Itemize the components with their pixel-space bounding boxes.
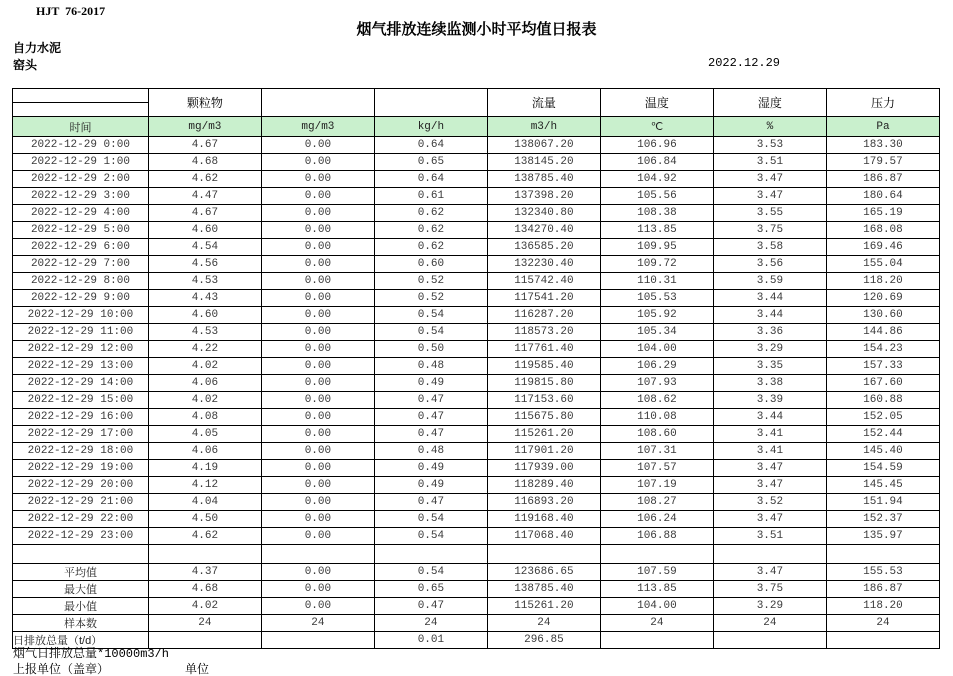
value-cell: 3.39 [713,392,826,409]
reporting-unit-label: 上报单位（盖章） [13,662,110,676]
value-cell: 130.60 [826,307,939,324]
value-cell: 0.49 [374,460,487,477]
value-cell: 4.67 [148,137,261,154]
value-cell: 4.56 [148,256,261,273]
summary-value-cell: 4.02 [148,598,261,615]
value-cell: 4.02 [148,358,261,375]
value-cell: 4.62 [148,171,261,188]
value-cell: 0.47 [374,494,487,511]
time-cell: 2022-12-29 13:00 [13,358,149,375]
hourly-data-row [13,375,940,392]
value-cell: 0.00 [261,205,374,222]
value-cell: 110.31 [600,273,713,290]
summary-value-cell [600,632,713,649]
value-cell: 105.56 [600,188,713,205]
time-cell: 2022-12-29 16:00 [13,409,149,426]
empty-cell [261,545,374,564]
unit-cell: m3/h [487,117,600,137]
empty-cell [13,545,149,564]
value-cell: 109.95 [600,239,713,256]
unit-cell: mg/m3 [261,117,374,137]
hourly-data-row [13,392,940,409]
summary-value-cell: 4.37 [148,564,261,581]
value-cell: 0.60 [374,256,487,273]
time-cell: 2022-12-29 18:00 [13,443,149,460]
unit-cell: % [713,117,826,137]
empty-cell [374,545,487,564]
summary-label: 平均值 [13,564,149,581]
value-cell: 3.47 [713,188,826,205]
value-cell: 3.36 [713,324,826,341]
group-header-temperature: 温度 [600,89,713,117]
value-cell: 0.52 [374,273,487,290]
value-cell: 116893.20 [487,494,600,511]
value-cell: 4.04 [148,494,261,511]
unit-cell: kg/h [374,117,487,137]
value-cell: 115675.80 [487,409,600,426]
summary-value-cell: 3.29 [713,598,826,615]
time-cell: 2022-12-29 12:00 [13,341,149,358]
time-cell: 2022-12-29 20:00 [13,477,149,494]
value-cell: 117939.00 [487,460,600,477]
value-cell: 152.05 [826,409,939,426]
value-cell: 0.54 [374,307,487,324]
summary-label: 最大值 [13,581,149,598]
hourly-data-row [13,460,940,477]
summary-value-cell: 0.47 [374,598,487,615]
value-cell: 180.64 [826,188,939,205]
value-cell: 4.53 [148,324,261,341]
value-cell: 0.48 [374,358,487,375]
value-cell: 138067.20 [487,137,600,154]
value-cell: 0.00 [261,494,374,511]
summary-value-cell: 0.00 [261,564,374,581]
unit-cell: mg/m3 [148,117,261,137]
value-cell: 0.47 [374,392,487,409]
value-cell: 0.52 [374,290,487,307]
value-cell: 136585.20 [487,239,600,256]
value-cell: 0.62 [374,239,487,256]
value-cell: 3.47 [713,171,826,188]
value-cell: 4.68 [148,154,261,171]
time-header: 时间 [13,117,149,137]
summary-value-cell [826,632,939,649]
value-cell: 108.27 [600,494,713,511]
time-cell: 2022-12-29 17:00 [13,426,149,443]
group-header-particulate: 颗粒物 [148,89,261,117]
value-cell: 109.72 [600,256,713,273]
empty-cell [148,545,261,564]
value-cell: 186.87 [826,171,939,188]
time-cell: 2022-12-29 19:00 [13,460,149,477]
value-cell: 4.08 [148,409,261,426]
value-cell: 0.00 [261,392,374,409]
value-cell: 4.47 [148,188,261,205]
value-cell: 3.55 [713,205,826,222]
value-cell: 107.31 [600,443,713,460]
time-cell: 2022-12-29 9:00 [13,290,149,307]
value-cell: 3.47 [713,460,826,477]
unit-cell: ℃ [600,117,713,137]
summary-value-cell: 123686.65 [487,564,600,581]
value-cell: 0.54 [374,324,487,341]
time-cell: 2022-12-29 11:00 [13,324,149,341]
value-cell: 144.86 [826,324,939,341]
value-cell: 0.49 [374,375,487,392]
value-cell: 120.69 [826,290,939,307]
summary-value-cell: 3.75 [713,581,826,598]
value-cell: 117541.20 [487,290,600,307]
value-cell: 0.00 [261,154,374,171]
value-cell: 0.65 [374,154,487,171]
value-cell: 106.84 [600,154,713,171]
value-cell: 134270.40 [487,222,600,239]
value-cell: 119168.40 [487,511,600,528]
value-cell: 105.53 [600,290,713,307]
value-cell: 118.20 [826,273,939,290]
time-cell: 2022-12-29 0:00 [13,137,149,154]
value-cell: 3.52 [713,494,826,511]
value-cell: 145.45 [826,477,939,494]
value-cell: 117901.20 [487,443,600,460]
value-cell: 4.02 [148,392,261,409]
value-cell: 0.00 [261,256,374,273]
value-cell: 4.60 [148,307,261,324]
value-cell: 3.44 [713,290,826,307]
value-cell: 106.96 [600,137,713,154]
company-name: 自力水泥 [13,41,62,55]
value-cell: 0.54 [374,528,487,545]
hourly-data-row [13,307,940,324]
value-cell: 0.00 [261,375,374,392]
summary-value-cell: 24 [713,615,826,632]
value-cell: 4.67 [148,205,261,222]
summary-value-cell: 104.00 [600,598,713,615]
value-cell: 3.47 [713,477,826,494]
value-cell: 0.64 [374,137,487,154]
summary-value-cell: 0.54 [374,564,487,581]
value-cell: 0.47 [374,409,487,426]
time-cell: 2022-12-29 23:00 [13,528,149,545]
summary-label: 最小值 [13,598,149,615]
value-cell: 0.50 [374,341,487,358]
value-cell: 110.08 [600,409,713,426]
value-cell: 137398.20 [487,188,600,205]
value-cell: 145.40 [826,443,939,460]
value-cell: 0.54 [374,511,487,528]
value-cell: 104.00 [600,341,713,358]
value-cell: 3.35 [713,358,826,375]
summary-value-cell: 24 [600,615,713,632]
summary-value-cell: 138785.40 [487,581,600,598]
value-cell: 108.38 [600,205,713,222]
hourly-data-row [13,477,940,494]
value-cell: 4.06 [148,443,261,460]
hourly-data-row [13,205,940,222]
value-cell: 154.23 [826,341,939,358]
unit-header-row [13,117,940,137]
time-cell: 2022-12-29 1:00 [13,154,149,171]
value-cell: 4.62 [148,528,261,545]
value-cell: 3.75 [713,222,826,239]
value-cell: 3.44 [713,409,826,426]
value-cell: 4.53 [148,273,261,290]
value-cell: 169.46 [826,239,939,256]
empty-cell [713,545,826,564]
value-cell: 106.29 [600,358,713,375]
value-cell: 115742.40 [487,273,600,290]
value-cell: 0.00 [261,511,374,528]
group-header-pressure: 压力 [826,89,939,117]
time-cell: 2022-12-29 2:00 [13,171,149,188]
value-cell: 4.06 [148,375,261,392]
empty-cell [487,545,600,564]
group-header-flow: 流量 [487,89,600,117]
value-cell: 0.00 [261,171,374,188]
value-cell: 0.00 [261,477,374,494]
summary-value-cell: 107.59 [600,564,713,581]
value-cell: 0.00 [261,358,374,375]
unit-cell: Pa [826,117,939,137]
value-cell: 4.05 [148,426,261,443]
hourly-data-row [13,290,940,307]
value-cell: 0.00 [261,528,374,545]
hourly-data-row [13,171,940,188]
value-cell: 105.34 [600,324,713,341]
value-cell: 3.56 [713,256,826,273]
summary-value-cell: 0.00 [261,581,374,598]
value-cell: 113.85 [600,222,713,239]
hourly-data-row [13,528,940,545]
time-cell: 2022-12-29 3:00 [13,188,149,205]
group-header-humidity: 湿度 [713,89,826,117]
summary-row [13,615,940,632]
value-cell: 0.00 [261,409,374,426]
summary-row [13,581,940,598]
value-cell: 0.49 [374,477,487,494]
value-cell: 0.47 [374,426,487,443]
summary-value-cell: 113.85 [600,581,713,598]
hourly-data-row [13,358,940,375]
value-cell: 119815.80 [487,375,600,392]
value-cell: 138785.40 [487,171,600,188]
value-cell: 104.92 [600,171,713,188]
value-cell: 108.62 [600,392,713,409]
value-cell: 157.33 [826,358,939,375]
value-cell: 0.64 [374,171,487,188]
value-cell: 152.44 [826,426,939,443]
value-cell: 117761.40 [487,341,600,358]
hourly-data-row [13,494,940,511]
value-cell: 0.62 [374,222,487,239]
hourly-data-row [13,273,940,290]
value-cell: 0.00 [261,290,374,307]
value-cell: 105.92 [600,307,713,324]
value-cell: 0.62 [374,205,487,222]
value-cell: 165.19 [826,205,939,222]
spacer-row [13,545,940,564]
value-cell: 4.22 [148,341,261,358]
time-cell: 2022-12-29 6:00 [13,239,149,256]
report-table [12,88,940,649]
summary-value-cell: 0.00 [261,598,374,615]
value-cell: 4.60 [148,222,261,239]
report-date: 2022.12.29 [708,56,781,70]
value-cell: 0.48 [374,443,487,460]
value-cell: 4.12 [148,477,261,494]
hourly-data-row [13,511,940,528]
value-cell: 152.37 [826,511,939,528]
value-cell: 117153.60 [487,392,600,409]
empty-cell [600,545,713,564]
value-cell: 3.53 [713,137,826,154]
value-cell: 0.00 [261,324,374,341]
value-cell: 132340.80 [487,205,600,222]
group-header-cell [13,89,149,103]
value-cell: 179.57 [826,154,939,171]
value-cell: 115261.20 [487,426,600,443]
value-cell: 0.00 [261,307,374,324]
total-emission-note: 烟气日排放总量*10000m3/h [13,647,170,661]
value-cell: 3.41 [713,426,826,443]
hourly-data-row [13,222,940,239]
value-cell: 138145.20 [487,154,600,171]
summary-value-cell: 3.47 [713,564,826,581]
summary-value-cell: 186.87 [826,581,939,598]
group-header-row [13,89,940,103]
value-cell: 4.43 [148,290,261,307]
summary-value-cell: 115261.20 [487,598,600,615]
value-cell: 0.00 [261,273,374,290]
time-cell: 2022-12-29 4:00 [13,205,149,222]
value-cell: 4.50 [148,511,261,528]
value-cell: 0.00 [261,460,374,477]
summary-value-cell: 118.20 [826,598,939,615]
hourly-data-row [13,324,940,341]
summary-value-cell: 24 [374,615,487,632]
value-cell: 3.58 [713,239,826,256]
summary-value-cell: 0.01 [374,632,487,649]
time-cell: 2022-12-29 10:00 [13,307,149,324]
value-cell: 0.00 [261,341,374,358]
summary-value-cell: 296.85 [487,632,600,649]
hourly-data-row [13,426,940,443]
value-cell: 155.04 [826,256,939,273]
summary-value-cell: 24 [261,615,374,632]
value-cell: 107.57 [600,460,713,477]
value-cell: 106.24 [600,511,713,528]
value-cell: 107.19 [600,477,713,494]
time-cell: 2022-12-29 15:00 [13,392,149,409]
time-cell: 2022-12-29 8:00 [13,273,149,290]
value-cell: 4.19 [148,460,261,477]
value-cell: 132230.40 [487,256,600,273]
summary-label: 样本数 [13,615,149,632]
value-cell: 0.00 [261,239,374,256]
time-cell: 2022-12-29 7:00 [13,256,149,273]
value-cell: 160.88 [826,392,939,409]
standard-code: HJT 76-2017 [36,4,106,18]
hourly-data-row [13,137,940,154]
summary-value-cell [261,632,374,649]
report-title: 烟气排放连续监测小时平均值日报表 [356,21,597,38]
value-cell: 154.59 [826,460,939,477]
summary-value-cell: 24 [487,615,600,632]
value-cell: 0.61 [374,188,487,205]
time-cell: 2022-12-29 22:00 [13,511,149,528]
value-cell: 151.94 [826,494,939,511]
value-cell: 4.54 [148,239,261,256]
value-cell: 107.93 [600,375,713,392]
summary-value-cell: 155.53 [826,564,939,581]
value-cell: 168.08 [826,222,939,239]
value-cell: 135.97 [826,528,939,545]
summary-value-cell: 4.68 [148,581,261,598]
summary-label: 日排放总量（t/d） [13,632,149,649]
value-cell: 3.41 [713,443,826,460]
value-cell: 3.51 [713,154,826,171]
value-cell: 3.47 [713,511,826,528]
value-cell: 106.88 [600,528,713,545]
value-cell: 116287.20 [487,307,600,324]
hourly-data-row [13,409,940,426]
station-name: 窑头 [13,58,38,72]
value-cell: 183.30 [826,137,939,154]
value-cell: 3.59 [713,273,826,290]
value-cell: 167.60 [826,375,939,392]
hourly-data-row [13,341,940,358]
hourly-data-row [13,188,940,205]
value-cell: 0.00 [261,137,374,154]
group-header-cell [374,89,487,117]
group-header-cell [13,103,149,117]
summary-value-cell: 24 [826,615,939,632]
hourly-data-row [13,239,940,256]
hourly-data-row [13,154,940,171]
time-cell: 2022-12-29 5:00 [13,222,149,239]
summary-row [13,564,940,581]
group-header-cell [261,89,374,117]
summary-row [13,598,940,615]
value-cell: 108.60 [600,426,713,443]
summary-value-cell: 0.65 [374,581,487,598]
value-cell: 0.00 [261,222,374,239]
value-cell: 3.29 [713,341,826,358]
value-cell: 119585.40 [487,358,600,375]
value-cell: 117068.40 [487,528,600,545]
time-cell: 2022-12-29 14:00 [13,375,149,392]
hourly-data-row [13,256,940,273]
value-cell: 3.44 [713,307,826,324]
unit-label: 单位 [185,662,210,676]
summary-value-cell: 24 [148,615,261,632]
table-body [13,137,940,649]
value-cell: 0.00 [261,188,374,205]
value-cell: 3.38 [713,375,826,392]
empty-cell [826,545,939,564]
time-cell: 2022-12-29 21:00 [13,494,149,511]
summary-value-cell [713,632,826,649]
value-cell: 118289.40 [487,477,600,494]
value-cell: 0.00 [261,426,374,443]
hourly-data-row [13,443,940,460]
value-cell: 3.51 [713,528,826,545]
value-cell: 118573.20 [487,324,600,341]
value-cell: 0.00 [261,443,374,460]
